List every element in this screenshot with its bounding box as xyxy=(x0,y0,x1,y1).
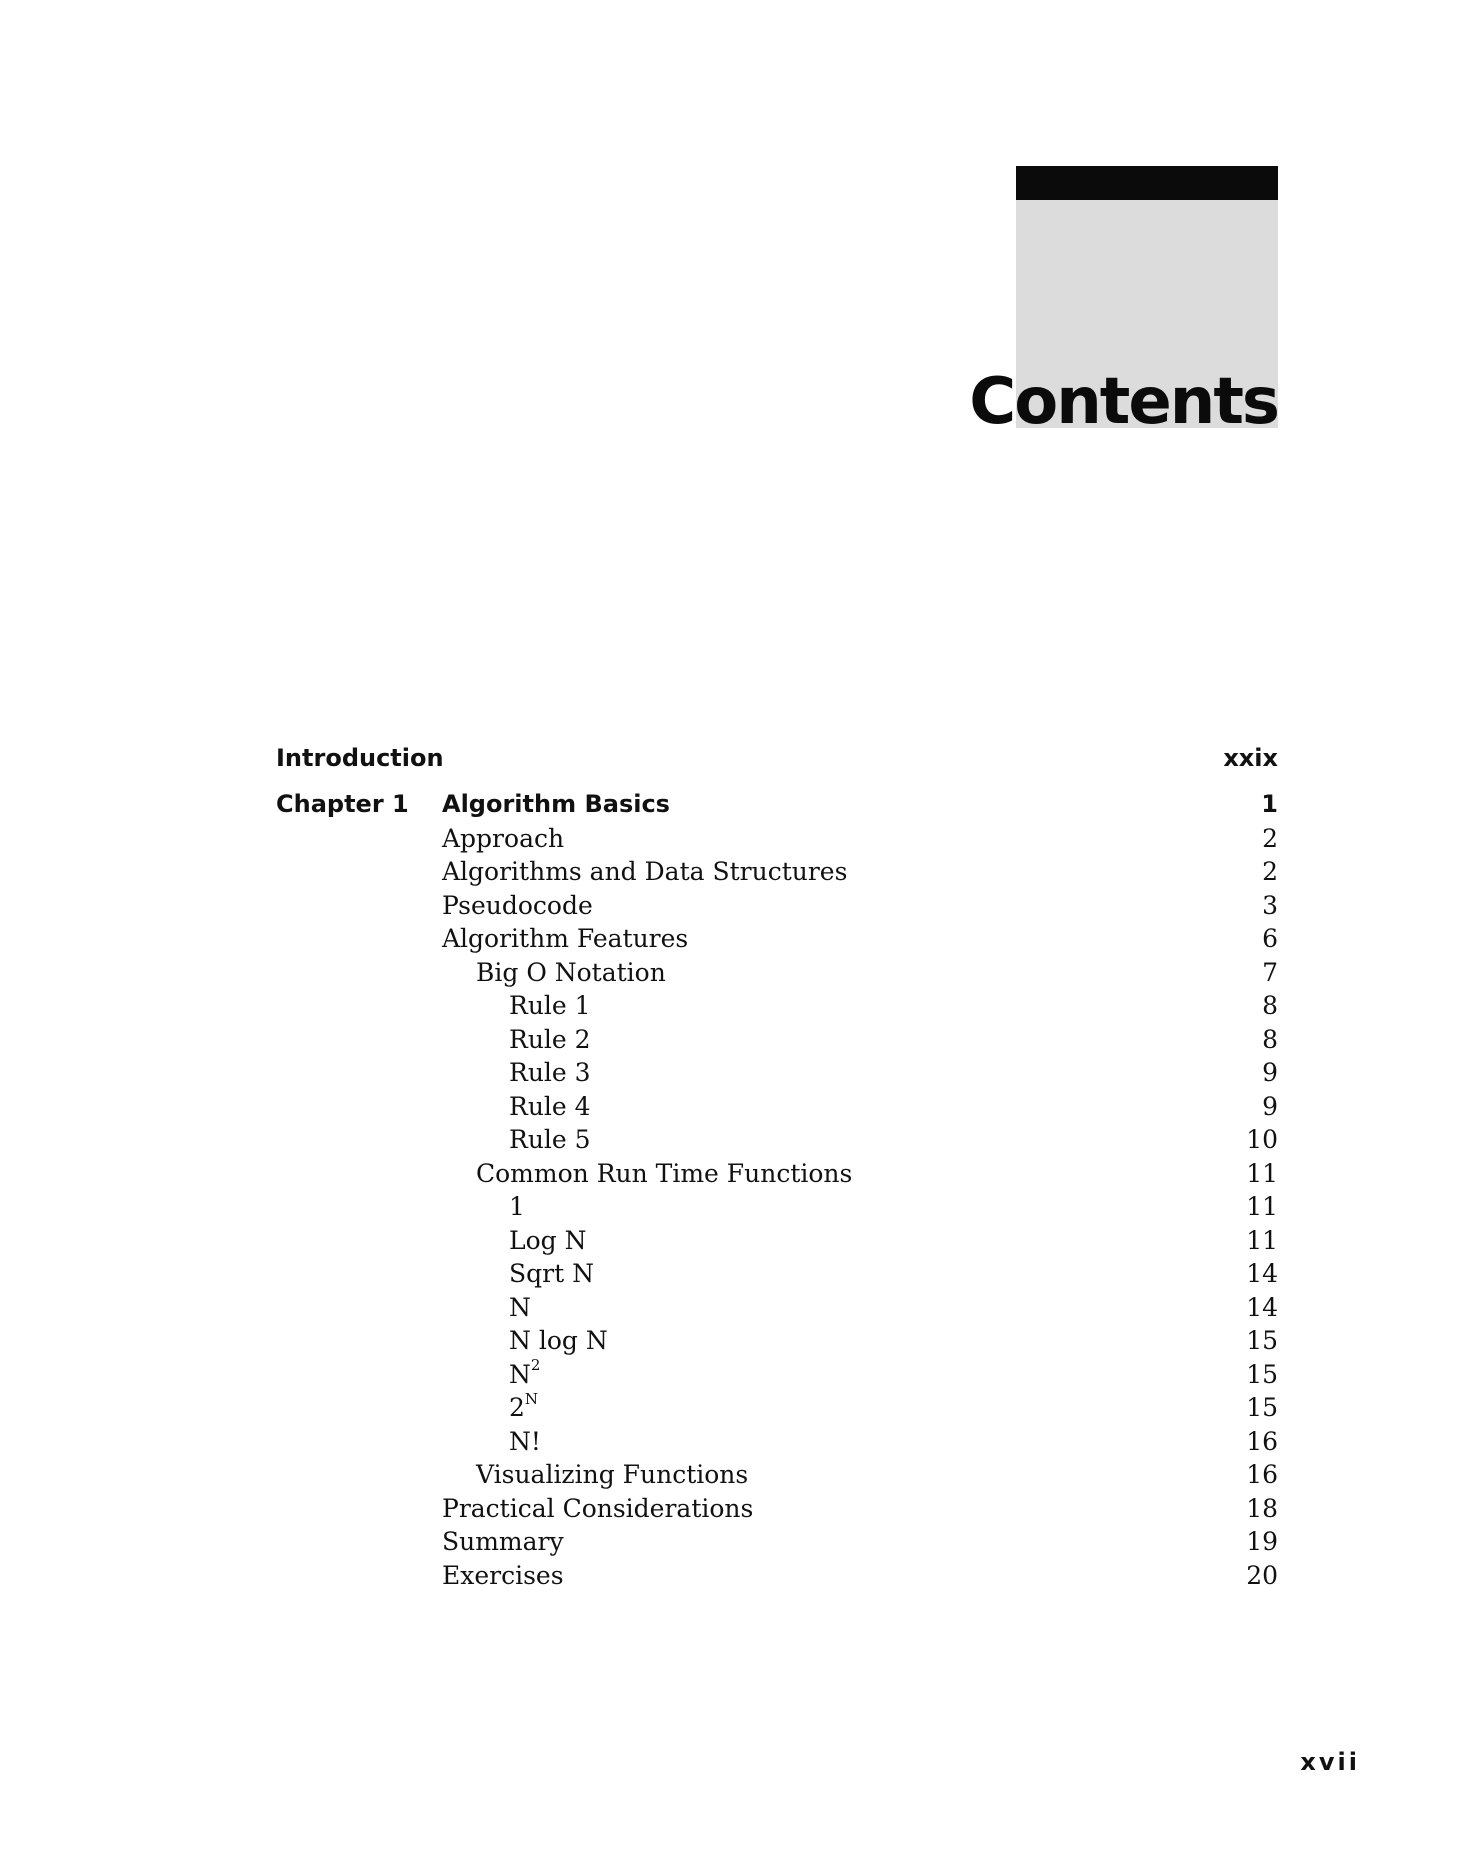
toc-entry-page: 9 xyxy=(1262,1091,1278,1121)
page-number: xvii xyxy=(1300,1748,1360,1776)
toc-entry-page: 3 xyxy=(1262,890,1278,920)
toc-entry-title: Rule 5 xyxy=(509,1125,591,1154)
toc-entry-title: N! xyxy=(509,1426,541,1456)
toc-row[interactable] xyxy=(276,1458,1278,1492)
toc-entry-page: 18 xyxy=(1246,1493,1278,1523)
toc-entry-title: Visualizing Functions xyxy=(476,1460,749,1489)
toc-entry-title xyxy=(509,1358,540,1392)
toc-row[interactable] xyxy=(276,922,1278,956)
toc-row[interactable] xyxy=(276,1291,1278,1325)
toc-entry-page: 7 xyxy=(1262,957,1278,987)
toc-row[interactable] xyxy=(276,855,1278,889)
toc-entry-title: Sqrt N xyxy=(509,1259,594,1288)
toc-introduction-label: Introduction xyxy=(276,744,444,772)
toc-entry-title xyxy=(509,1391,538,1425)
toc-row[interactable] xyxy=(276,956,1278,990)
toc-entry-page: 15 xyxy=(1246,1393,1278,1422)
toc-entry-title: Exercises xyxy=(442,1560,564,1590)
toc-entry-page: 11 xyxy=(1246,1225,1278,1255)
toc-entry-page: 8 xyxy=(1262,991,1278,1020)
toc-entry-page: 15 xyxy=(1246,1359,1278,1389)
toc-entry-page: 19 xyxy=(1246,1527,1278,1556)
toc-row[interactable] xyxy=(276,1257,1278,1291)
toc-row[interactable] xyxy=(276,1559,1278,1593)
toc-entry-superscript: N xyxy=(524,1389,539,1408)
toc-entry-page: 2 xyxy=(1262,857,1278,886)
toc-entry-title: Rule 1 xyxy=(509,991,591,1020)
toc-entry-title: Rule 2 xyxy=(509,1024,591,1054)
toc-entry-page: 9 xyxy=(1262,1058,1278,1087)
chapter-number-label: Chapter 1 xyxy=(276,790,409,818)
toc-entry-title: Rule 4 xyxy=(509,1091,591,1121)
toc-row[interactable] xyxy=(276,1492,1278,1526)
toc-row[interactable] xyxy=(276,1023,1278,1057)
toc-row[interactable] xyxy=(276,1391,1278,1425)
toc-entry-page: 20 xyxy=(1246,1560,1278,1590)
toc-entry-page: 2 xyxy=(1262,823,1278,853)
toc-entry-base: N xyxy=(509,1359,531,1389)
toc-entry-superscript: 2 xyxy=(530,1356,541,1375)
toc-entry-title: Practical Considerations xyxy=(442,1493,754,1523)
toc-row-chapter[interactable] xyxy=(276,788,1278,822)
toc-row[interactable] xyxy=(276,1224,1278,1258)
toc-entry-page: 14 xyxy=(1246,1259,1278,1288)
toc-entry-page: 11 xyxy=(1246,1158,1278,1188)
toc-entry-title: Pseudocode xyxy=(442,890,593,920)
toc-entry-page: 15 xyxy=(1246,1326,1278,1355)
toc-introduction-page: xxix xyxy=(1223,744,1278,772)
toc-entry-page: 14 xyxy=(1246,1292,1278,1322)
toc-row-introduction[interactable] xyxy=(276,738,1278,778)
toc-entry-title: N log N xyxy=(509,1326,608,1355)
header-bar xyxy=(1016,166,1278,200)
toc-row[interactable] xyxy=(276,1358,1278,1392)
toc-entry-page: 6 xyxy=(1262,924,1278,953)
toc-entry-title: Algorithm Features xyxy=(442,924,689,953)
toc-entry-title: Big O Notation xyxy=(476,957,666,987)
toc-entry-base: 2 xyxy=(509,1393,525,1422)
toc-row[interactable] xyxy=(276,1157,1278,1191)
toc-entry-page: 16 xyxy=(1246,1426,1278,1456)
contents-header-block xyxy=(969,166,1278,439)
toc-row[interactable] xyxy=(276,1056,1278,1090)
toc-entry-page: 11 xyxy=(1246,1192,1278,1221)
toc-row[interactable] xyxy=(276,989,1278,1023)
toc-entry-page: 8 xyxy=(1262,1024,1278,1054)
chapter-page: 1 xyxy=(1261,790,1278,818)
toc-entry-page: 16 xyxy=(1246,1460,1278,1489)
toc-entry-title: Algorithms and Data Structures xyxy=(442,857,848,886)
toc-row[interactable] xyxy=(276,1324,1278,1358)
toc-entry-page: 10 xyxy=(1246,1125,1278,1154)
chapter-title: Algorithm Basics xyxy=(442,790,670,818)
toc-entry-title: Common Run Time Functions xyxy=(476,1158,853,1188)
toc-row[interactable] xyxy=(276,822,1278,856)
toc-entry-title: Rule 3 xyxy=(509,1058,591,1087)
table-of-contents xyxy=(276,738,1278,1592)
toc-row[interactable] xyxy=(276,1090,1278,1124)
toc-row[interactable] xyxy=(276,1190,1278,1224)
toc-row[interactable] xyxy=(276,889,1278,923)
toc-entry-title: Log N xyxy=(509,1225,587,1255)
toc-row[interactable] xyxy=(276,1525,1278,1559)
toc-entry-title: Approach xyxy=(442,823,565,853)
page-title: Contents xyxy=(969,365,1278,439)
toc-row[interactable] xyxy=(276,1425,1278,1459)
toc-entry-title: Summary xyxy=(442,1527,564,1556)
toc-entry-title: 1 xyxy=(509,1192,525,1221)
toc-row[interactable] xyxy=(276,1123,1278,1157)
toc-entry-title: N xyxy=(509,1292,531,1322)
